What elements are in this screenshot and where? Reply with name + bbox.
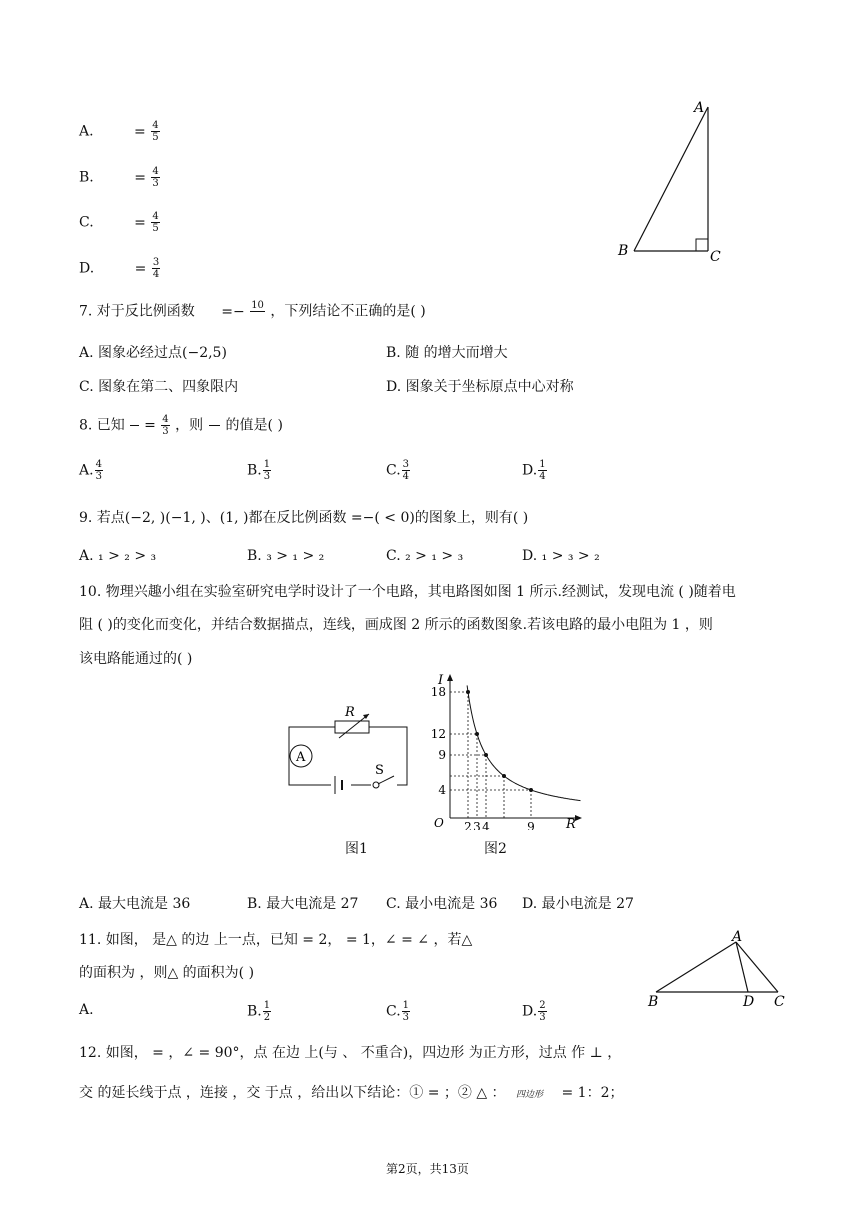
series-curve <box>467 685 580 800</box>
q10-line-1: 10. 物理兴趣小组在实验室研究电学时设计了一个电路，其电路图如图 1 所示.经测试，发现电流 ( )随着电 <box>79 584 736 600</box>
q8-option-a: A. $\frac{4}{3}$ <box>79 459 102 482</box>
q7-stem: 7. 对于反比例函数 =− 10 ，下列结论不正确的是( ) <box>79 300 426 323</box>
vertex-a-label: A <box>694 100 705 116</box>
origin-label: O <box>434 816 444 830</box>
q10-option-c: C. 最小电流是 36 <box>386 896 498 912</box>
q7-option-b: B. 随 的增大而增大 <box>386 345 508 361</box>
svg-text:S: S <box>375 763 384 778</box>
fraction: $\frac{3}{4}$ <box>152 257 160 280</box>
q9-option-d: D. ₁ > ₃ > ₂ <box>522 548 600 564</box>
q11-option-d: D. $\frac{2}{3}$ <box>522 1000 546 1023</box>
q10-line-2: 阻 ( )的变化而变化，并结合数据描点，连线，画成图 2 所示的函数图象.若该电路的最小电阻为 1 ，则 <box>79 617 713 633</box>
q9-option-a: A. ₁ > ₂ > ₃ <box>79 548 157 564</box>
switch-icon <box>373 782 379 788</box>
q8-option-c: C. $\frac{3}{4}$ <box>386 459 410 482</box>
data-point <box>484 753 488 757</box>
svg-text:A: A <box>296 750 306 765</box>
q10-option-b: B. 最大电流是 27 <box>247 896 359 912</box>
q8-stem: 8. 已知 = $\frac{4}{3}$ ，则 的值是( ) <box>79 414 283 437</box>
q11-option-c: C. $\frac{1}{3}$ <box>386 1000 410 1023</box>
q6-option-a: A. = $\frac{4}{5}$ <box>79 120 159 143</box>
data-point <box>475 732 479 736</box>
vertex-b-label: B <box>618 243 629 259</box>
q7-option-a: A. 图象必经过点(−2,5) <box>79 345 227 361</box>
x-tick-label: 2 <box>464 820 472 830</box>
current-resistance-chart <box>424 670 584 830</box>
figure-1-caption: 图1 <box>345 841 368 857</box>
q6-option-d: D. = $\frac{3}{4}$ <box>79 257 160 280</box>
y-tick-label: 4 <box>438 783 446 797</box>
q12-line-2: 交 的延长线于点 ，连接 ，交 于点 ，给出以下结论：① = ；② △ ： 四边形 = 1：2； <box>79 1085 624 1101</box>
q8-option-d: D. $\frac{1}{4}$ <box>522 459 546 482</box>
y-tick-label: 18 <box>430 685 446 699</box>
q7-option-c: C. 图象在第二、四象限内 <box>79 379 239 395</box>
q6-option-b: B. = $\frac{4}{3}$ <box>79 166 159 189</box>
svg-text:R: R <box>345 705 355 720</box>
page-footer: 第2页，共13页 <box>386 1162 469 1176</box>
q12-line-1: 12. 如图， = ，∠ = 90°，点 在边 上(与 、 不重合)，四边形 为正方形，过点 作 ⊥ ， <box>79 1045 622 1061</box>
vertex-d-label: D <box>743 994 755 1010</box>
q11-triangle-figure <box>640 926 800 1012</box>
vertex-c-label: C <box>710 249 721 265</box>
vertex-c-label: C <box>774 994 785 1010</box>
y-axis-label: I <box>438 673 444 688</box>
data-point <box>466 690 470 694</box>
q8-option-b: B. $\frac{1}{3}$ <box>247 459 271 482</box>
y-tick-label: 12 <box>430 727 446 741</box>
q9-option-b: B. ₃ > ₁ > ₂ <box>247 548 325 564</box>
fraction <box>130 414 138 437</box>
y-tick-label: 9 <box>438 748 446 762</box>
figure-2-caption: 图2 <box>484 841 507 857</box>
x-tick-label: 4 <box>482 820 490 830</box>
fraction <box>209 414 221 437</box>
fraction: 10 <box>251 300 264 311</box>
fraction: $\frac{4}{5}$ <box>152 211 159 234</box>
data-point <box>529 788 533 792</box>
vertex-a-label: A <box>732 929 743 945</box>
circuit-diagram <box>285 700 415 795</box>
vertex-b-label: B <box>648 994 659 1010</box>
q11-option-a: A. <box>79 1002 94 1018</box>
fraction: $\frac{4}{3}$ <box>152 166 159 189</box>
x-tick-label: 9 <box>527 820 535 830</box>
q7-option-d: D. 图象关于坐标原点中心对称 <box>386 379 574 395</box>
q11-line-2: 的面积为 ，则△ 的面积为( ) <box>79 965 255 981</box>
q11-option-b: B. $\frac{1}{2}$ <box>247 1000 271 1023</box>
fraction: $\frac{4}{3}$ <box>162 414 169 437</box>
x-axis-label: R <box>566 817 576 830</box>
q10-line-3: 该电路能通过的( ) <box>79 651 193 667</box>
x-tick-label: 3 <box>473 820 481 830</box>
q10-option-d: D. 最小电流是 27 <box>522 896 634 912</box>
q11-line-1: 11. 如图， 是△ 的边 上一点，已知 = 2， = 1，∠ = ∠ ，若△ <box>79 932 473 948</box>
fraction: $\frac{4}{5}$ <box>152 120 159 143</box>
q9-option-c: C. ₂ > ₁ > ₃ <box>386 548 464 564</box>
q6-triangle-figure <box>610 95 730 270</box>
q10-option-a: A. 最大电流是 36 <box>79 896 191 912</box>
data-point <box>502 774 506 778</box>
q9-stem: 9. 若点(−2, )(−1, )、(1, )都在反比例函数 =−( < 0)的图象上，则有( ) <box>79 510 529 526</box>
q6-option-c: C. = $\frac{4}{5}$ <box>79 211 159 234</box>
